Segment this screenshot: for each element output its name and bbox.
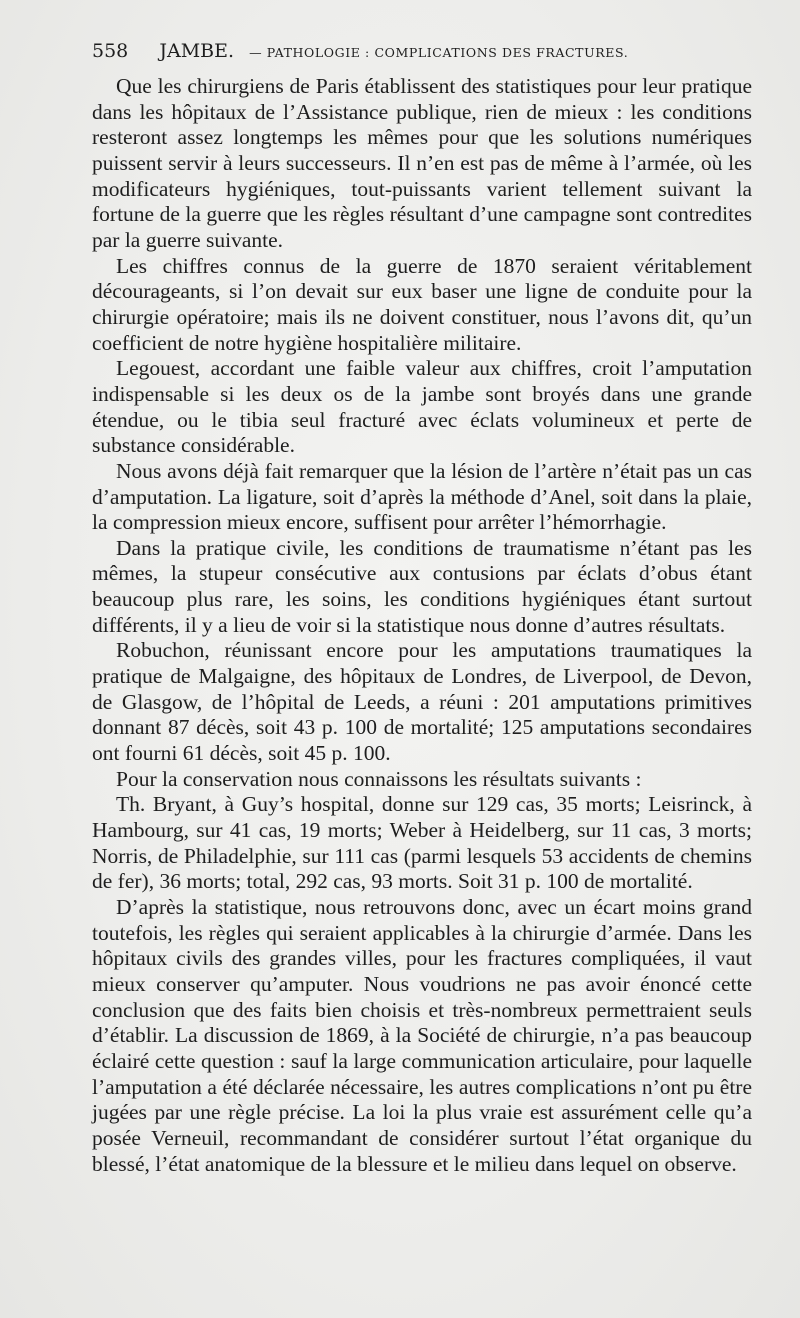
body-text <box>92 74 752 1177</box>
page-number: 558 <box>92 40 129 62</box>
paragraph: D’après la statistique, nous retrouvons donc, avec un écart moins grand toutefois, les règles qui seraient applicables à la chirurgie d’armée. Dans les hôpitaux civils des grandes villes, pour les fractures compliquées, il vaut mieux conserver qu’amputer. Nous voudrions ne pas avoir énoncé cette conclusion que des faits bien choisis et très-nombreux permettraient seuls d’établir. La discussion de 1869, à la Société de chirurgie, n’a pas beaucoup éclairé cette question : sauf la large communication articulaire, pour laquelle l’amputation a été déclarée nécessaire, les autres complications n’ont pu être jugées par une règle précise. La loi la plus vraie est assurément celle qu’a posée Verneuil, recommandant de considérer surtout l’état organique du blessé, l’état anatomique de la blessure et le milieu dans lequel on observe. <box>92 895 752 1176</box>
paragraph: Nous avons déjà fait remarquer que la lésion de l’artère n’était pas un cas d’amputation. La ligature, soit d’après la méthode d’Anel, soit dans la plaie, la compression mieux encore, suffisent pour arrêter l’hémorrhagie. <box>92 458 752 535</box>
running-header <box>92 40 772 70</box>
paragraph: Dans la pratique civile, les conditions de traumatisme n’étant pas les mêmes, la stupeur consécutive aux contusions par éclats d’obus étant beaucoup plus rare, les soins, les conditions hygiéniques étant surtout différents, il y a lieu de voir si la statistique nous donne d’autres résultats. <box>92 535 752 637</box>
running-subtitle: — PATHOLOGIE : COMPLICATIONS DES FRACTURES. <box>249 45 629 60</box>
paragraph: Pour la conservation nous connaissons les résultats suivants : <box>116 766 642 791</box>
paragraph: Th. Bryant, à Guy’s hospital, donne sur 129 cas, 35 morts; Leisrinck, à Hambourg, sur 41 cas, 19 morts; Weber à Heidelberg, sur 11 cas, 3 morts; Norris, de Philadelphie, sur 111 cas (parmi lesquels 53 accidents de chemins de fer), 36 morts; total, 292 cas, 93 morts. Soit 31 p. 100 de mortalité. <box>92 792 752 894</box>
paragraph: Legouest, accordant une faible valeur aux chiffres, croit l’amputation indispensable si les deux os de la jambe sont broyés dans une grande étendue, ou le tibia seul fracturé avec éclats volumineux et perte de substance considérable. <box>92 356 752 458</box>
running-title: JAMBE. <box>159 40 235 62</box>
paragraph: Robuchon, réunissant encore pour les amputations traumatiques la pratique de Malgaigne, des hôpitaux de Londres, de Liverpool, de Devon, de Glasgow, de l’hôpital de Leeds, a réuni : 201 amputations primitives donnant 87 décès, soit 43 p. 100 de mortalité; 125 amputations secondaires ont fourni 61 décès, soit 45 p. 100. <box>92 638 752 766</box>
paragraph: Que les chirurgiens de Paris établissent des statistiques pour leur pratique dans les hôpitaux de l’Assistance publique, rien de mieux : les conditions resteront assez longtemps les mêmes pour que les solutions numériques puissent servir à leurs successeurs. Il n’en est pas de même à l’armée, où les modificateurs hygiéniques, tout-puissants varient tellement suivant la fortune de la guerre que les règles résultant d’une campagne sont contredites par la guerre suivante. <box>92 74 752 252</box>
paragraph: Les chiffres connus de la guerre de 1870 seraient véritablement décourageants, si l’on devait sur eux baser une ligne de conduite pour la chirurgie opératoire; mais ils ne doivent constituer, nous l’avons dit, qu’un coefficient de notre hygiène hospitalière militaire. <box>92 253 752 355</box>
